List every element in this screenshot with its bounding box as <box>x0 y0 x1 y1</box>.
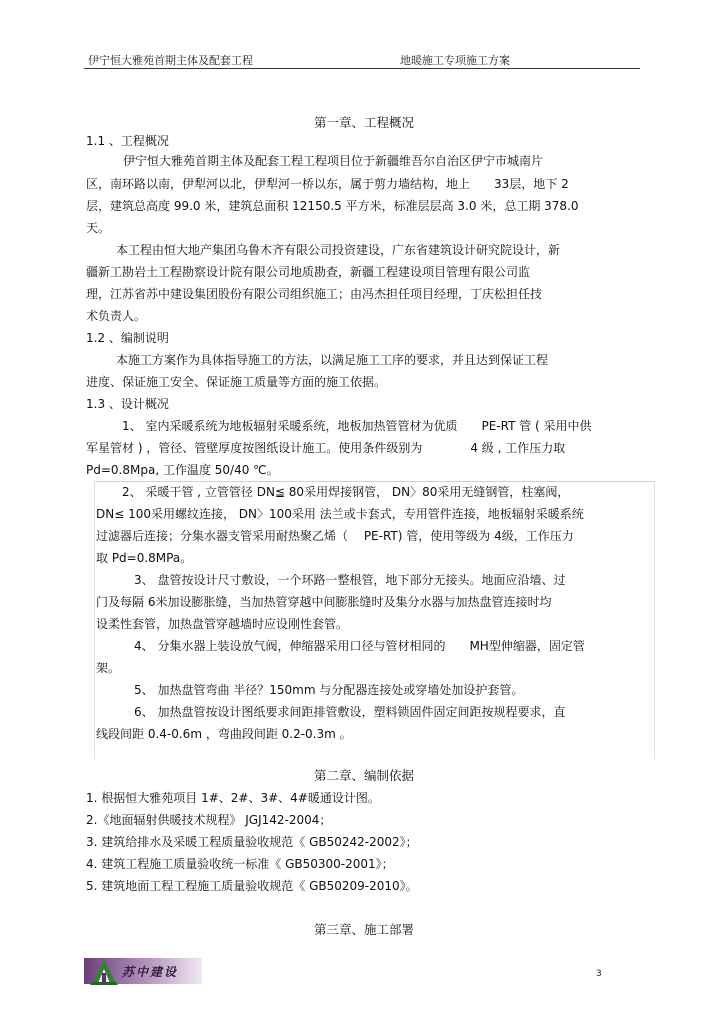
paragraph-line: 术负责人。 <box>86 309 147 323</box>
design-item-4-line: 4、 分集水器上装设放气阀，伸缩器采用口径与管材相同的 MH型伸缩器，固定管 <box>134 639 585 653</box>
box-border-right <box>654 481 655 759</box>
paragraph-line: 本工程由恒大地产集团乌鲁木齐有限公司投资建设，广东省建筑设计研究院设计，新 <box>116 243 561 257</box>
section-1-2-heading: 1.2 、编制说明 <box>86 331 169 345</box>
box-border-left <box>94 481 95 759</box>
design-item-5: 5、 加热盘管弯曲 半径？150mm 与分配器连接处或穿墙处加设护套管。 <box>134 683 524 697</box>
box-border-top <box>94 481 655 482</box>
page-number: 3 <box>596 969 602 979</box>
basis-item: 1. 根据恒大雅苑项目 1#、2#、3#、4#暖通设计图。 <box>86 791 380 805</box>
company-logo <box>84 955 204 987</box>
logo-text: 苏中建设 <box>122 965 179 979</box>
basis-item: 4. 建筑工程施工质量验收统一标准《 GB50300-2001》； <box>86 857 394 871</box>
design-item-3-line: 门及每隔 6米加设膨胀缝，当加热管穿越中间膨胀缝时及集分水器与加热盘管连接时均 <box>96 595 552 609</box>
paragraph-line: 伊宁恒大雅苑首期主体及配套工程工程项目位于新疆维吾尔自治区伊宁市城南片 <box>123 154 544 168</box>
paragraph-line: 疆新工勘岩土工程勘察设计院有限公司地质勘查，新疆工程建设项目管理有限公司监 <box>86 265 531 279</box>
design-item-1-line: 1、 室内采暖系统为地板辐射采暖系统，地板加热管管材为优质 PE-RT 管 ( 采用中供 <box>122 419 592 433</box>
section-1-1-heading: 1.1 、工程概况 <box>86 134 169 148</box>
design-item-6-line: 6、 加热盘管按设计图纸要求间距排管敷设，塑料锁固件固定间距按规程要求，直 <box>134 705 566 719</box>
basis-item: 5. 建筑地面工程工程施工质量验收规范《 GB50209-2010》。 <box>86 879 418 893</box>
paragraph-line: 进度、保证施工安全、保证施工质量等方面的施工依据。 <box>86 375 387 389</box>
paragraph-line: 本施工方案作为具体指导施工的方法，以满足施工工序的要求，并且达到保证工程 <box>116 353 549 367</box>
design-item-2-line: DN≤ 100采用螺纹连接， DN〉100采用 法兰或卡套式，专用管件连接，地板辐射采暖系统 <box>96 507 584 521</box>
chapter2-title: 第二章、编制依据 <box>314 768 415 783</box>
header-right-title: 地暖施工专项施工方案 <box>400 54 510 67</box>
paragraph-line: 区，南环路以南，伊犁河以北，伊犁河一桥以东，属于剪力墙结构，地上 33层，地下 2 <box>86 177 569 191</box>
chapter1-title: 第一章、工程概况 <box>314 115 415 130</box>
design-item-2-line: 过滤器后连接；分集水器支管采用耐热聚乙烯（ PE-RT) 管，使用等级为 4级，工作压力 <box>96 529 574 543</box>
design-item-6-line: 线段间距 0.4-0.6m ，弯曲段间距 0.2-0.3m 。 <box>96 727 352 741</box>
design-item-1-line: Pd=0.8Mpa, 工作温度 50/40 ℃。 <box>86 463 279 477</box>
basis-item: 2.《地面辐射供暖技术规程》 JGJ142-2004； <box>86 813 332 827</box>
design-item-1-line: 军星管材 ) ，管径、管壁厚度按图纸设计施工。使用条件级别为 4 级 , 工作压力取 <box>86 441 566 455</box>
section-1-3-heading: 1.3 、设计概况 <box>86 397 169 411</box>
building-logo-icon <box>88 955 120 987</box>
design-item-3-line: 设柔性套管，加热盘管穿越墙时应设刚性套管。 <box>96 617 349 631</box>
paragraph-line: 层，建筑总高度 99.0 米，建筑总面积 12150.5 平方米，标准层层高 3.0 米，总工期 378.0 <box>86 199 579 213</box>
paragraph-line: 理，江苏省苏中建设集团股份有限公司组织施工；由冯杰担任项目经理，丁庆松担任技 <box>86 287 543 301</box>
paragraph-line: 天。 <box>86 221 111 235</box>
header-divider <box>84 68 640 69</box>
design-item-2-line: 2、 采暖干管 , 立管管径 DN≦ 80采用焊接钢管， DN〉80采用无缝钢管，柱塞阀， <box>122 485 570 499</box>
design-item-4-line: 架。 <box>96 661 121 675</box>
design-item-2-line: 取 Pd=0.8MPa。 <box>96 551 193 565</box>
chapter3-title: 第三章、施工部署 <box>314 922 415 937</box>
basis-item: 3. 建筑给排水及采暖工程质量验收规范《 GB50242-2002》； <box>86 835 418 849</box>
header-left-title: 伊宁恒大雅苑首期主体及配套工程 <box>88 54 253 67</box>
design-item-3-line: 3、 盘管按设计尺寸敷设，一个环路一整根管，地下部分无接头。地面应沿墙、过 <box>134 573 566 587</box>
